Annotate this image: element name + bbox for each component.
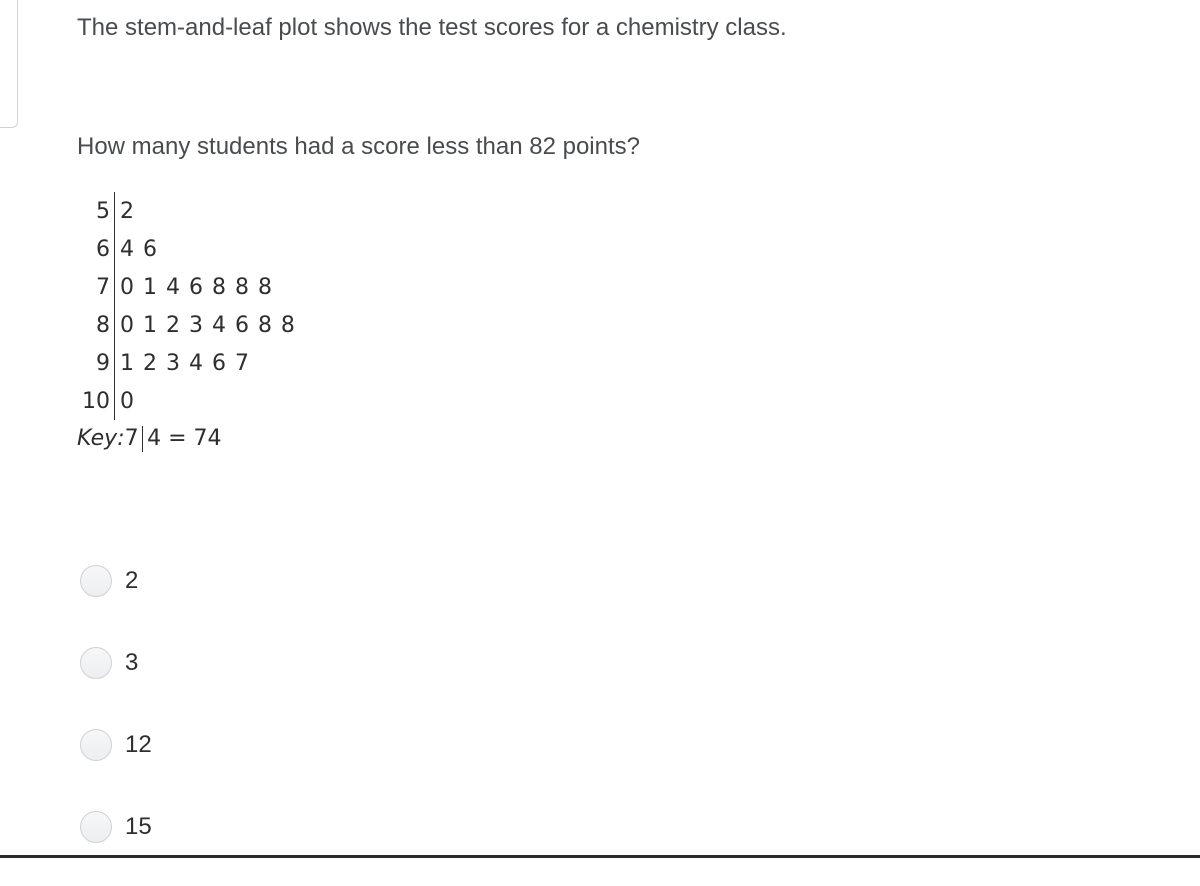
stem: 6 (96, 236, 110, 262)
plot-row (78, 268, 295, 306)
leaves: 0 1 2 3 4 6 8 8 (114, 306, 295, 344)
key-leaf: 4 (147, 426, 162, 451)
question-text: How many students had a score less than 82 points? (77, 133, 640, 160)
radio-button[interactable] (80, 647, 112, 679)
stem: 10 (82, 388, 110, 414)
question-intro: The stem-and-leaf plot shows the test scores for a chemistry class. (77, 14, 787, 41)
leaves: 0 (114, 382, 134, 420)
radio-button[interactable] (80, 729, 112, 761)
stem: 5 (96, 198, 110, 224)
plot-row (78, 344, 295, 382)
option-12[interactable] (80, 722, 380, 804)
key-label: Key: (77, 426, 125, 451)
plot-row (78, 192, 295, 230)
answer-options (80, 558, 380, 886)
leaves: 1 2 3 4 6 7 (114, 344, 249, 382)
leaves: 4 6 (114, 230, 157, 268)
key-value: = 74 (161, 426, 222, 451)
key-stem: 7 (124, 426, 139, 451)
option-label: 15 (125, 813, 152, 840)
option-3[interactable] (80, 640, 380, 722)
plot-row (78, 306, 295, 344)
option-label: 12 (125, 731, 152, 758)
radio-button[interactable] (80, 811, 112, 843)
stem: 8 (96, 312, 110, 338)
option-label: 2 (125, 567, 139, 594)
option-15[interactable] (80, 804, 380, 886)
option-label: 3 (125, 649, 139, 676)
key-divider (142, 426, 144, 452)
stem: 9 (96, 350, 110, 376)
plot-row (78, 382, 295, 420)
leaves: 0 1 4 6 8 8 8 (114, 268, 272, 306)
stem-and-leaf-plot (78, 192, 295, 420)
leaves: 2 (114, 192, 134, 230)
side-panel-toggle[interactable] (0, 0, 18, 128)
plot-key (77, 420, 222, 458)
plot-row (78, 230, 295, 268)
stem: 7 (96, 274, 110, 300)
option-2[interactable] (80, 558, 380, 640)
radio-button[interactable] (80, 565, 112, 597)
